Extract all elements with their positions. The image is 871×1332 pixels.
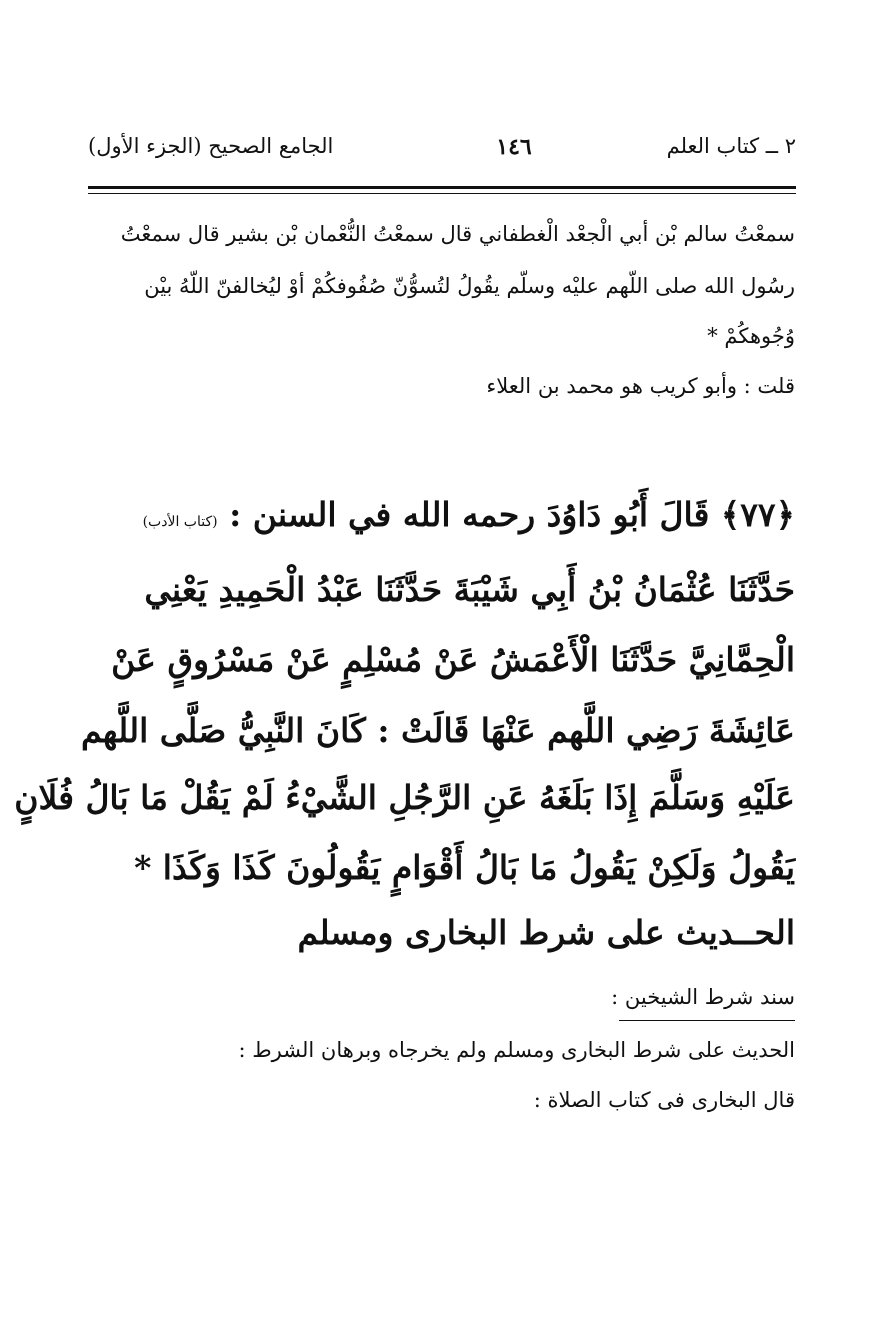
chapter-title: ٢ ــ كتاب العلم <box>666 134 796 158</box>
hadith-heading <box>143 495 795 534</box>
hadith-intro: قَالَ أَبُو دَاوُدَ رحمه الله في السنن : <box>229 495 710 534</box>
header-rule-thick <box>88 186 796 189</box>
sanad-heading-underline <box>619 1020 795 1021</box>
hadith-source-note: (كتاب الأدب) <box>142 514 218 530</box>
previous-line-3: وُجُوهكُمْ * <box>707 324 795 348</box>
previous-note: قلت : وأبو كريب هو محمد بن العلاء <box>486 374 795 398</box>
hadith-line-5: يَقُولُ وَلَكِنْ يَقُولُ مَا بَالُ أَقْوَامٍ يَقُولُونَ كَذَا وَكَذَا * <box>134 848 795 887</box>
hadith-verdict: الحــديث على شرط البخارى ومسلم <box>297 913 795 952</box>
previous-line-2: رسُول الله صلى اللّهم عليْه وسلّم يقُولُ لتُسوُّنّ صُفُوفكُمْ أوْ ليُخالفنّ اللّهُ بيْن <box>144 274 795 298</box>
sanad-line-2: قال البخارى فى كتاب الصلاة : <box>533 1088 795 1112</box>
hadith-number: ﴿٧٧﴾ <box>720 495 795 534</box>
hadith-line-4: عَلَيْهِ وَسَلَّمَ إِذَا بَلَغَهُ عَنِ الرَّجُلِ الشَّيْءُ لَمْ يَقُلْ مَا بَالُ فُلَانٍ <box>14 778 795 817</box>
page-number: ١٤٦ <box>496 134 532 160</box>
sanad-heading: سند شرط الشيخين : <box>611 985 795 1009</box>
book-title: الجامع الصحيح (الجزء الأول) <box>88 134 334 158</box>
header-rule-thin <box>88 193 796 194</box>
hadith-line-3: عَائِشَةَ رَضِي اللَّهم عَنْهَا قَالَتْ : كَانَ النَّبِيُّ صَلَّى اللَّهم <box>80 711 795 750</box>
sanad-line-1: الحديث على شرط البخارى ومسلم ولم يخرجاه وبرهان الشرط : <box>238 1038 795 1062</box>
hadith-line-1: حَدَّثَنَا عُثْمَانُ بْنُ أَبِي شَيْبَةَ حَدَّثَنَا عَبْدُ الْحَمِيدِ يَعْنِي <box>144 570 795 609</box>
page-header <box>88 134 796 174</box>
hadith-line-2: الْحِمَّانِيَّ حَدَّثَنَا الْأَعْمَشُ عَنْ مُسْلِمٍ عَنْ مَسْرُوقٍ عَنْ <box>111 640 795 679</box>
previous-line-1: سمعْتُ سالم بْن أبي الْجعْد الْغطفاني قال سمعْتُ النُّعْمان بْن بشير قال سمعْتُ <box>120 222 795 246</box>
